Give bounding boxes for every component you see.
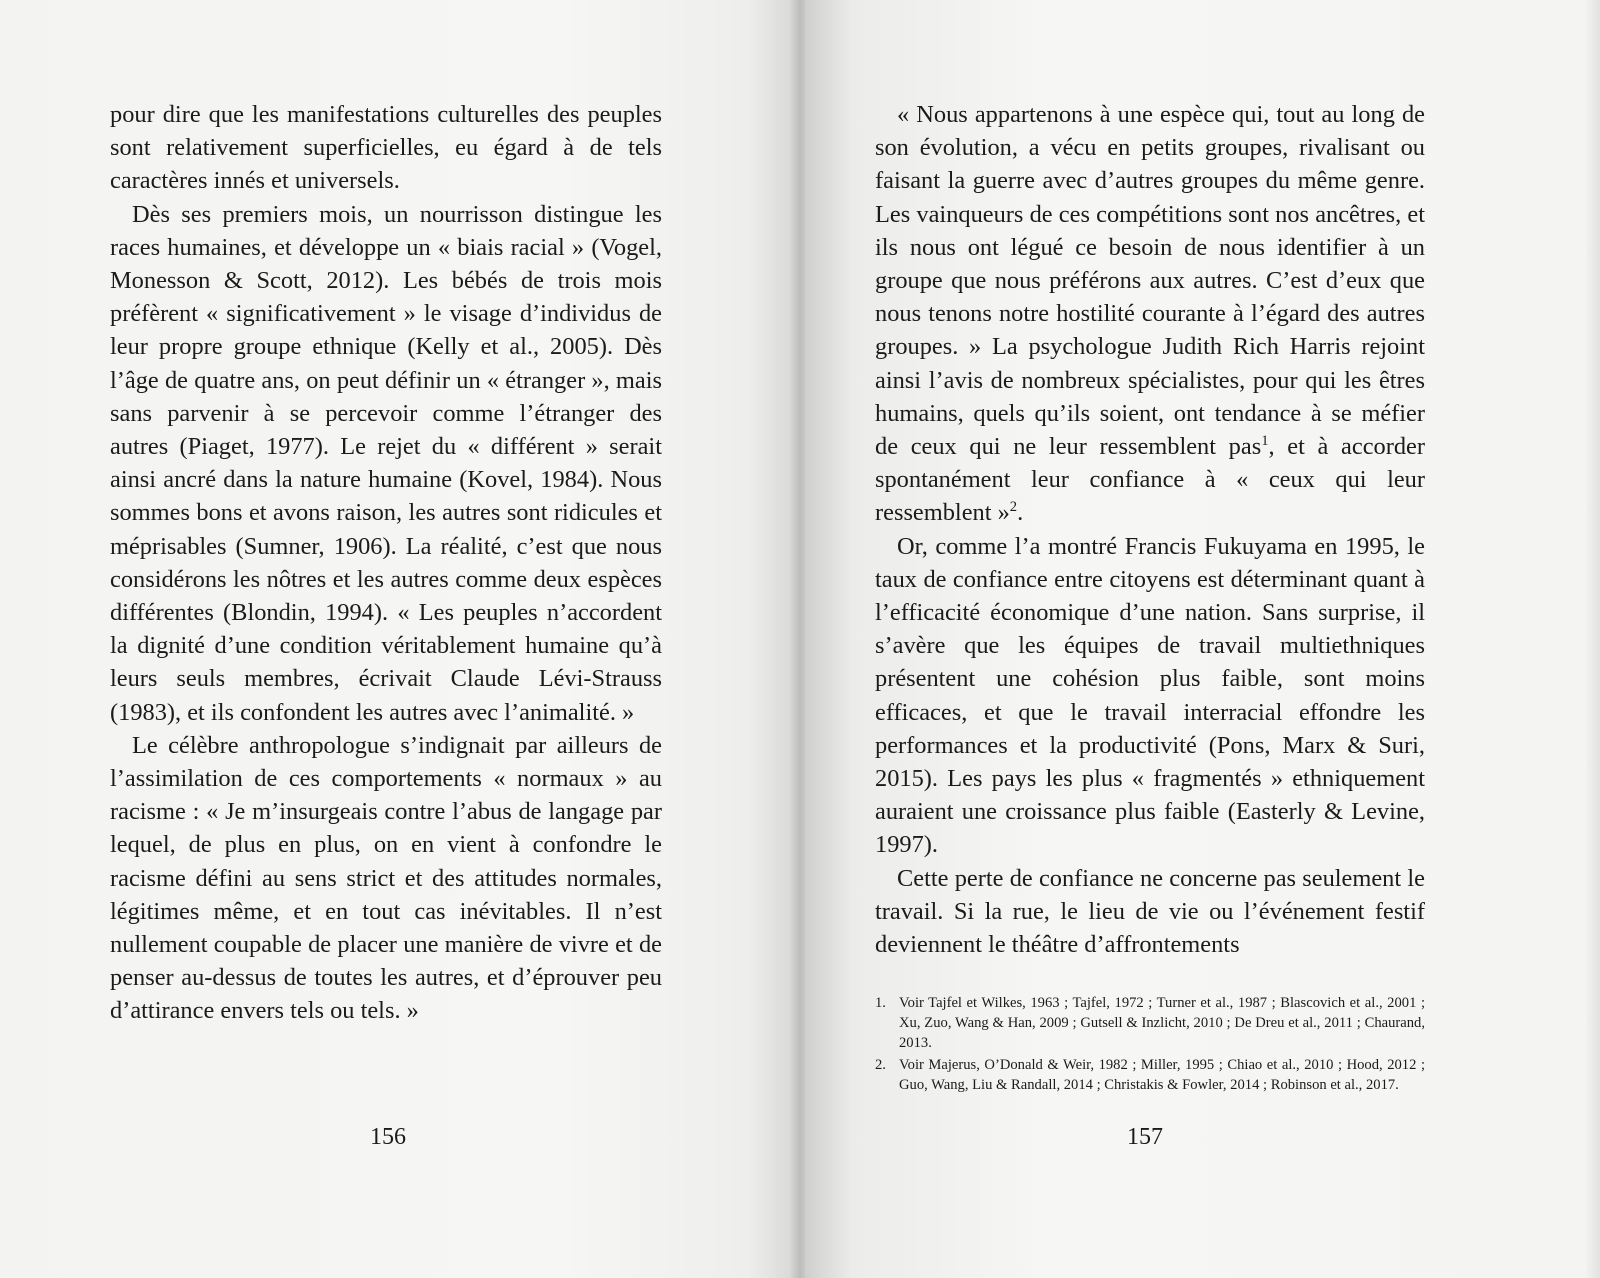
footnote-ref-1: 1 xyxy=(1261,432,1269,449)
footnote-2 xyxy=(875,1055,1425,1095)
right-paragraph-1-mid: , et à accorder spontanément leur confiance à « ceux qui leur ressemblent » xyxy=(875,433,1425,527)
footnote-ref-2: 2 xyxy=(1009,499,1018,516)
right-paragraph-2: Or, comme l’a montré Francis Fukuyama en 1995, le taux de confiance entre citoyens est déterminant quant à l’efficacité économique d’une nation. Sans surprise, il s’avère que les équipes de travail multiethniques présentent une cohésion plus faible, sont moins efficaces, et que le travail interracial effondre les performances et la productivité (Pons, Marx & Suri, 2015). Les pays les plus « fragmentés » ethniquement auraient une croissance plus faible (Easterly & Levine, 1997). xyxy=(875,532,1425,859)
footnote-1-text: Voir Tajfel et Wilkes, 1963 ; Tajfel, 1972 ; Turner et al., 1987 ; Blascovich et al., 2001 ; Xu, Zuo, Wang & Han, 2009 ; Gutsell & Inzlicht, 2010 ; De Dreu et al., 2011 ; Chaurand, 2013. xyxy=(899,995,1425,1051)
right-page-body xyxy=(875,98,1425,961)
right-paragraph-1-end: . xyxy=(1017,499,1024,527)
footnote-1 xyxy=(875,993,1425,1053)
left-page-number: 156 xyxy=(370,1124,406,1150)
page-edge xyxy=(1586,0,1600,1278)
right-paragraph-1 xyxy=(875,98,1425,530)
right-page xyxy=(805,0,1600,1278)
footnote-1-number: 1. xyxy=(875,995,886,1011)
left-paragraph-3: Le célèbre anthropologue s’indignait par ailleurs de l’assimilation de ces comportements « normaux » au racisme : « Je m’insurgeais contre l’abus de langage par lequel, de plus en plus, on en vient à confondre le racisme défini au sens strict et des attitudes normales, légitimes même, et en tout cas inévitables. Il n’est nullement coupable de placer une manière de vivre et de penser au-dessus de toutes les autres, et d’éprouver peu d’attirance envers tels ou tels. » xyxy=(110,731,662,1025)
right-page-number: 157 xyxy=(1127,1124,1163,1150)
footnotes xyxy=(875,993,1425,1097)
left-paragraph-1: pour dire que les manifestations culturelles des peuples sont relativement superficielles, eu égard à de tels caractères innés et universels. xyxy=(110,101,662,195)
right-paragraph-3: Cette perte de confiance ne concerne pas seulement le travail. Si la rue, le lieu de vie ou l’événement festif deviennent le théâtre d’affrontements xyxy=(875,864,1425,959)
left-page-body xyxy=(110,98,662,1028)
left-paragraph-2: Dès ses premiers mois, un nourrisson distingue les races humaines, et développe un « biais racial » (Vogel, Monesson & Scott, 2012). Les bébés de trois mois préfèrent « significativement » le visage d’individus de leur propre groupe ethnique (Kelly et al., 2005). Dès l’âge de quatre ans, on peut définir un « étranger », mais sans parvenir à se percevoir comme l’étranger des autres (Piaget, 1977). Le rejet du « différent » serait ainsi ancré dans la nature humaine (Kovel, 1984). Nous sommes bons et avons raison, les autres sont ridicules et méprisables (Sumner, 1906). La réalité, c’est que nous considérons les nôtres et les autres comme deux espèces différentes (Blondin, 1994). « Les peuples n’accordent la dignité d’une condition véritablement humaine qu’à leurs seuls membres, écrivait Claude Lévi-Strauss (1983), et ils confondent les autres avec l’animalité. » xyxy=(110,200,662,726)
footnote-2-text: Voir Majerus, O’Donald & Weir, 1982 ; Miller, 1995 ; Chiao et al., 2010 ; Hood, 2012 ; Guo, Wang, Liu & Randall, 2014 ; Christakis & Fowler, 2014 ; Robinson et al., 2017. xyxy=(899,1057,1425,1093)
left-page xyxy=(0,0,795,1278)
right-paragraph-1-text: « Nous appartenons à une espèce qui, tout au long de son évolution, a vécu en petits groupes, rivalisant ou faisant la guerre avec d’autres groupes du même genre. Les vainqueurs de ces compétitions sont nos ancêtres, et ils nous ont légué ce besoin de nous identifier à un groupe que nous préférons aux autres. C’est d’eux que nous tenons notre hostilité courante à l’égard des autres groupes. » La psychologue Judith Rich Harris rejoint ainsi l’avis de nombreux spécialistes, pour qui les êtres humains, quels qu’ils soient, ont tendance à se méfier de ceux qui ne leur ressemblent pas xyxy=(875,101,1425,461)
footnote-2-number: 2. xyxy=(875,1057,886,1073)
